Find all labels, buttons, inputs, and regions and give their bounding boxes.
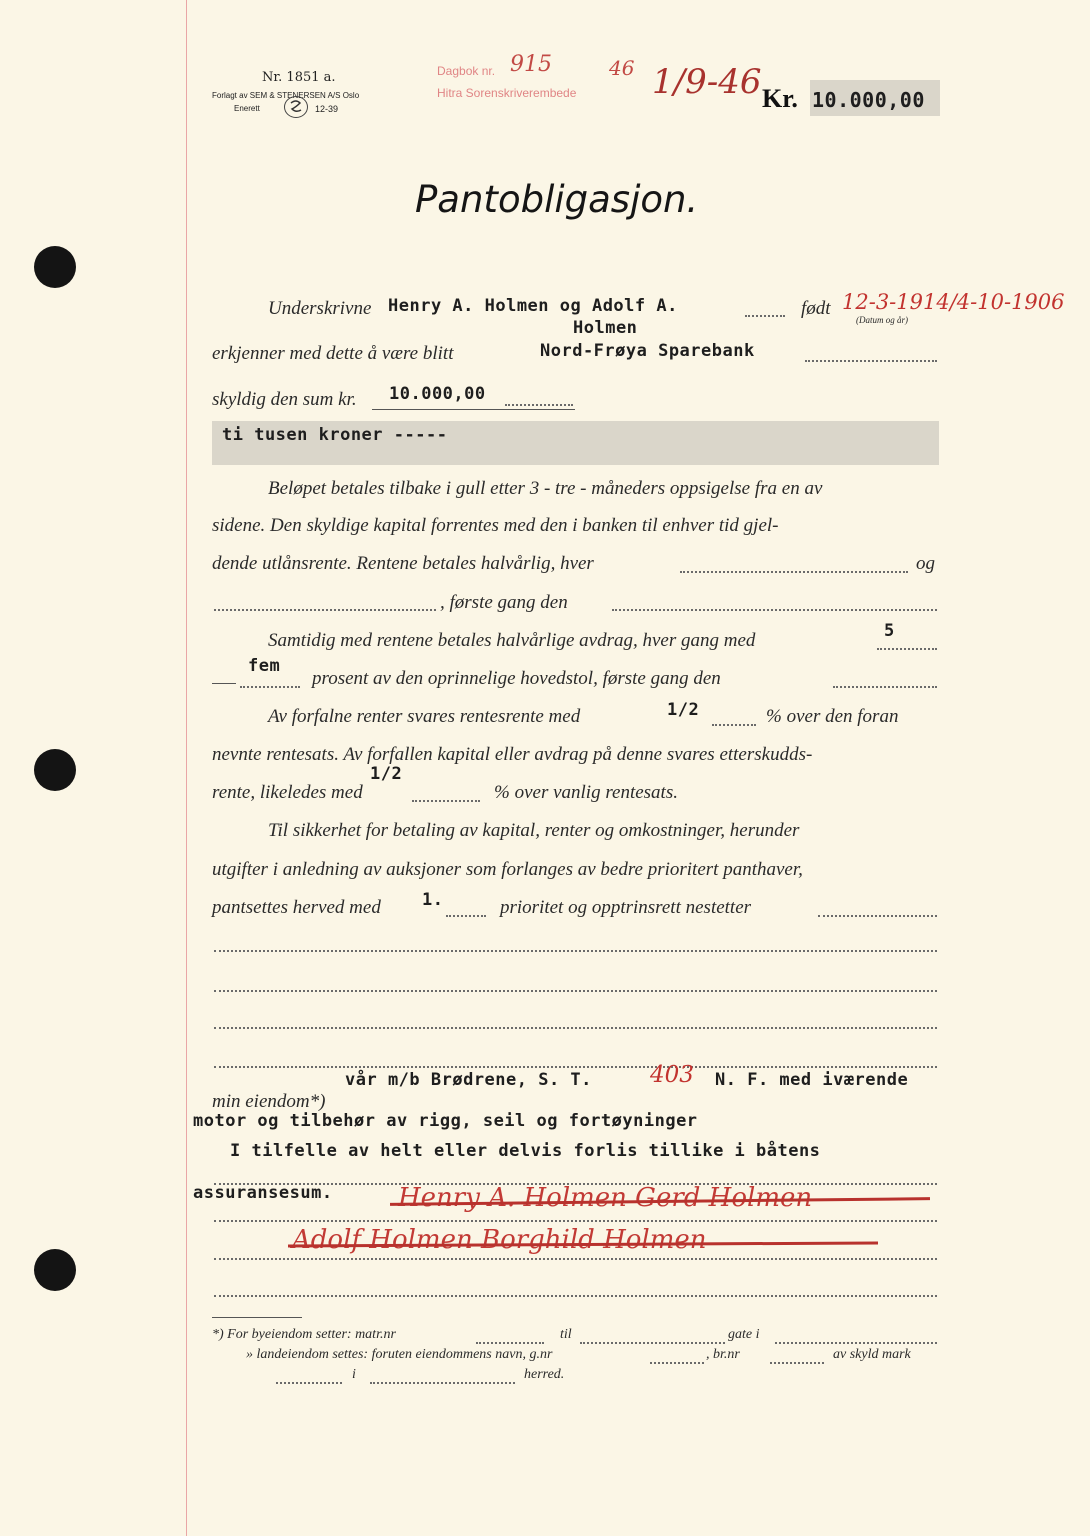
undersk-label: Underskrivne — [268, 298, 372, 319]
enerett-label: Enerett — [234, 104, 260, 113]
dotted-fill — [745, 315, 785, 317]
creditor-name: Nord-Frøya Sparebank — [540, 341, 755, 361]
dotted-fill — [712, 724, 756, 726]
dotted-fill — [240, 686, 300, 688]
p3-line1b: % over den foran — [766, 706, 899, 727]
page-title: Pantobligasjon. — [415, 178, 699, 221]
dotted-fill — [476, 1342, 544, 1344]
dotted-fill — [770, 1362, 824, 1364]
dotted-fill — [650, 1362, 704, 1364]
dotted-fill — [580, 1342, 725, 1344]
debtors-line2: Holmen — [573, 318, 638, 338]
blank-line — [214, 990, 937, 992]
dagbok-label: Dagbok nr. — [437, 64, 496, 78]
property-line1-end: N. F. med iværende — [715, 1070, 909, 1090]
dotted-fill — [412, 800, 480, 802]
logo-icon — [285, 97, 307, 117]
blank-line — [214, 1258, 937, 1260]
publisher-logo — [284, 96, 308, 118]
dash-mark — [212, 683, 236, 684]
footnote-skyld: av skyld mark — [833, 1347, 911, 1362]
dotted-fill — [370, 1382, 515, 1384]
property-line2: motor og tilbehør av rigg, seil og fortøyninger — [193, 1111, 698, 1131]
blank-line — [214, 1295, 937, 1297]
p2-number: 5 — [884, 621, 895, 641]
p4-priority: 1. — [422, 890, 444, 910]
margin-rule — [186, 0, 187, 1536]
footnote-line1: *) For byeiendom setter: matr.nr — [212, 1327, 396, 1342]
min-eiendom-label: min eiendom*) — [212, 1091, 326, 1112]
sum-value: 10.000,00 — [389, 384, 486, 404]
datum-hint: (Datum og år) — [856, 315, 908, 325]
p4-line3: pantsettes herved med — [212, 897, 381, 918]
amount-value: 10.000,00 — [812, 88, 925, 112]
registration-number: 403 — [650, 1062, 694, 1088]
p3-line3: rente, likeledes med — [212, 782, 363, 803]
birth-dates: 12-3-1914/4-10-1906 — [842, 290, 1065, 314]
p3-line3b: % over vanlig rentesats. — [494, 782, 678, 803]
dotted-fill — [818, 915, 937, 917]
blank-line — [214, 1027, 937, 1029]
dotted-fill — [680, 571, 908, 573]
dagbok-year: 46 — [609, 56, 635, 80]
p1-line2: sidene. Den skyldige kapital forrentes med den i banken til enhver tid gjel- — [212, 515, 779, 536]
property-line4: assuransesum. — [193, 1183, 333, 1203]
blank-line — [214, 950, 937, 952]
footnote-til: til — [560, 1327, 572, 1342]
p1-og: og — [916, 553, 935, 574]
debtors-line1: Henry A. Holmen og Adolf A. — [388, 296, 678, 316]
footnote-i: i — [352, 1367, 356, 1382]
p1-line4: , første gang den — [440, 592, 568, 613]
p3-value1: 1/2 — [667, 700, 700, 720]
blank-line — [214, 1066, 937, 1068]
footnote-herred: herred. — [524, 1367, 565, 1382]
punch-hole — [34, 749, 76, 791]
p3-line2: nevnte rentesats. Av forfallen kapital eller avdrag på denne svares etterskudds- — [212, 744, 813, 765]
footnote-gate: gate i — [728, 1327, 760, 1342]
footnote-brnr: , br.nr — [706, 1347, 740, 1362]
office-stamp: Hitra Sorenskriverembede — [437, 86, 577, 100]
property-line3: I tilfelle av helt eller delvis forlis tillike i båtens — [230, 1141, 821, 1161]
p3-value2: 1/2 — [370, 764, 403, 784]
p4-line3b: prioritet og opptrinsrett nestetter — [500, 897, 752, 918]
property-line1: vår m/b Brødrene, S. T. — [345, 1070, 592, 1090]
p2-line2: prosent av den oprinnelige hovedstol, første gang den — [312, 668, 721, 689]
punch-hole — [34, 246, 76, 288]
sum-underline — [372, 409, 575, 410]
dotted-fill — [446, 915, 486, 917]
erkjenner-label: erkjenner med dette å være blitt — [212, 343, 454, 364]
dotted-fill — [505, 404, 573, 406]
dotted-fill — [214, 609, 436, 611]
signature-line1: Henry A. Holmen Gerd Holmen — [398, 1183, 813, 1213]
signature-line2: Adolf Holmen Borghild Holmen — [292, 1225, 707, 1255]
p4-line2: utgifter i anledning av auksjoner som forlanges av bedre prioritert panthaver, — [212, 859, 803, 880]
form-number: Nr. 1851 a. — [262, 70, 336, 85]
punch-hole — [34, 1249, 76, 1291]
fodt-label: født — [801, 298, 831, 319]
p2-word: fem — [248, 656, 281, 676]
dagbok-number: 915 — [510, 52, 552, 77]
dotted-fill — [612, 609, 937, 611]
blank-line — [214, 1220, 937, 1222]
dotted-fill — [805, 360, 937, 362]
edition: 12-39 — [315, 104, 339, 114]
sum-words: ti tusen kroner ----- — [222, 425, 448, 445]
dotted-fill — [877, 648, 937, 650]
amount-label: Kr. — [762, 84, 798, 113]
dotted-fill — [775, 1342, 937, 1344]
p4-line1: Til sikkerhet for betaling av kapital, renter og omkostninger, herunder — [268, 820, 800, 841]
footnote-rule — [212, 1317, 302, 1318]
p1-line3: dende utlånsrente. Rentene betales halvårlig, hver — [212, 553, 594, 574]
publisher-line: Forlagt av SEM & STENERSEN A/S Oslo — [212, 91, 360, 100]
p1-line1: Beløpet betales tilbake i gull etter 3 - tre - måneders oppsigelse fra en av — [268, 478, 823, 499]
dotted-fill — [833, 686, 937, 688]
footnote-line2: » landeiendom settes: foruten eiendommens navn, g.nr — [246, 1347, 553, 1362]
skyldig-label: skyldig den sum kr. — [212, 389, 357, 410]
p2-line1: Samtidig med rentene betales halvårlige avdrag, hver gang med — [268, 630, 756, 651]
p3-line1: Av forfalne renter svares rentesrente med — [268, 706, 581, 727]
date-handwritten: 1/9-46 — [652, 62, 762, 102]
dotted-fill — [276, 1382, 342, 1384]
